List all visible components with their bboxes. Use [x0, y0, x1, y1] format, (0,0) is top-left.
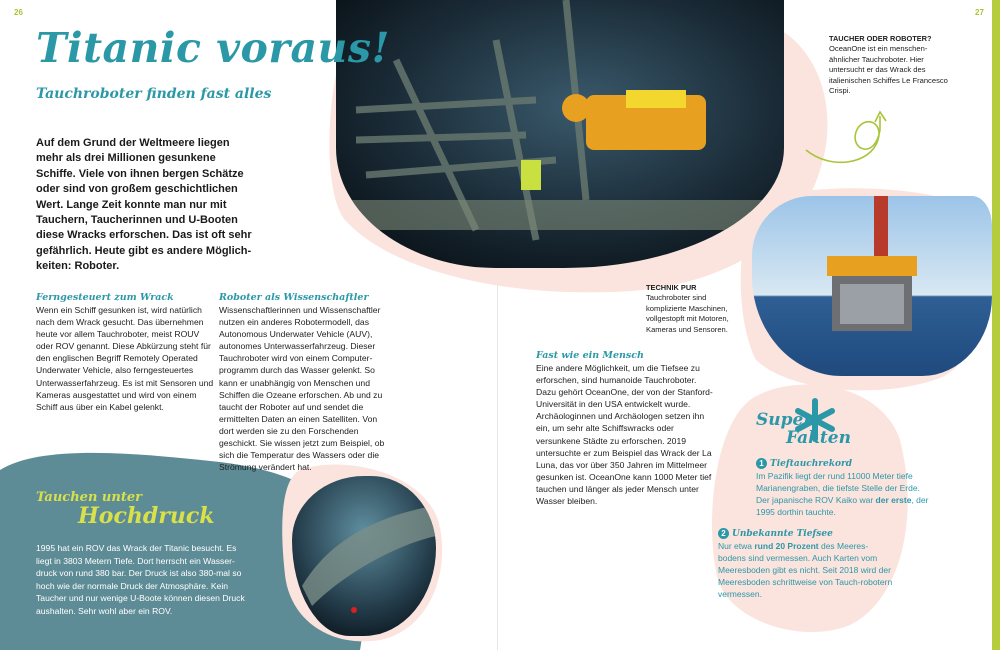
fact-heading: [718, 528, 894, 540]
oceanone-wreck-photo: [336, 0, 784, 268]
section-heading: Fast wie ein Mensch: [536, 350, 644, 361]
super-facts-line1: Super: [756, 410, 813, 430]
fact-text: , der 1995 dorthin tauchte.: [756, 495, 929, 517]
caption-text: OceanOne ist ein menschen-ähnlicher Tauchroboter. Hier untersucht er das Wrack des italienischen Schiffes Le Francesco Crispi.: [829, 44, 948, 96]
rov-crane-photo: [752, 196, 992, 376]
section-heading: Roboter als Wissenschaftler: [219, 292, 369, 303]
oceanone-photo-art: [336, 0, 784, 268]
page-edge-bar: [992, 0, 1000, 650]
fact-number-badge: 2: [718, 528, 729, 539]
rov-photo-art: [752, 196, 992, 376]
caption-technik: [646, 283, 744, 335]
section-text: Wissenschaftlerinnen und Wissenschaftler nutzen ein anderes Robotermodell, das Autonomous Underwater Vehicle (AUV), autonomes Unterwasserfahrzeug. Dieser Tauchroboter wird von einem Computer-programm durch das Wasser gelenkt. So kann er unabhängig von Menschen und Schiffen die Ozeane erforschen. Ab und zu taucht der Roboter auf und sendet die ermittelten Daten an einen Satelliten. Von dort werden sie zu den Forschenden geschickt. Sie wissen jetzt zum Beispiel, ob sich die Temperatur des Wassers oder die Strömung verändert hat.: [219, 305, 385, 473]
pressure-heading-line2: Hochdruck: [78, 503, 215, 529]
page-subtitle: Tauchroboter finden fast alles: [36, 86, 272, 102]
section-text: Wenn ein Schiff gesunken ist, wird natürlich nach dem Wrack gesucht. Das übernehmen heute vor allem Tauchroboter, meist ROUV oder ROV genannt. Diese Abkürzung steht für den englischen Begriff Remotely Operated Underwater Vehicle, also ferngesteuertes Unterwasserfahrzeug. Es ist mit Sensoren und Kameras ausgestattet und wird von einem Schiff aus über ein Kabel gelenkt.: [36, 305, 214, 412]
page-number-right: 27: [975, 8, 984, 17]
fact-text: des Meeres-bodens sind vermessen. Auch Karten vom Meeresboden gibt es nicht. Seit 2018 wird der Meeresboden schrittweise von Tauch-robotern vermessen.: [718, 541, 893, 599]
pressure-heading: [36, 490, 214, 529]
fact-text: Im Pazifik liegt der rund 11000 Meter tiefe Marianengraben, die tiefste Stelle der Erde. Der japanische ROV Kaiko war: [756, 471, 920, 505]
super-facts-line2: Fakten: [786, 428, 851, 448]
pressure-heading-line1: Tauchen unter: [36, 490, 142, 505]
fact-bold: der erste: [875, 495, 912, 505]
pressure-text: 1995 hat ein ROV das Wrack der Titanic besucht. Es liegt in 3803 Metern Tiefe. Dort herrscht ein Wasser-druck von rund 380 bar. Der Druck ist also 380-mal so hoch wie der normale Druck der Atmosphäre. Kein Taucher und nur wenige U-Boote können diesen Druck aushalten. Sehr wohl aber ein ROV.: [36, 543, 245, 616]
fact-number-badge: 1: [756, 458, 767, 469]
section-mensch: [536, 350, 716, 507]
fact-heading: [756, 458, 934, 470]
section-ferngesteuert: [36, 292, 216, 413]
fact-1: [756, 458, 934, 518]
section-text: Eine andere Möglichkeit, um die Tiefsee zu erforschen, sind humanoide Tauchroboter. Dazu gehört OceanOne, der von der Stanford-Universität in den USA entwickelt wurde. Archäologinnen und Archäologen setzen ihn ein, um sehr alte Schiffswracks oder versunkene Städte zu erforschen. 2019 untersuchte er zum Beispiel das Wrack der La Luna, das vor über 350 Jahren im Mittelmeer gesunken ist. OceanOne kann 1000 Meter tief tauchen und länger als jeder Mensch unter Wasser bleiben.: [536, 363, 713, 507]
intro-text: Auf dem Grund der Weltmeere liegen mehr als drei Millionen gesunkene Schiffe. Viele von ihnen bergen Schätze oder sind von großem geschichtlichen Wert. Lange Zeit konnte man nur mit Tauchern, Taucherinnen und U-Booten diese Wracks erforschen. Das ist oft sehr gefährlich. Heute gibt es andere Möglich-keiten: Roboter.: [36, 137, 252, 273]
fact-heading-text: Tieftauchrekord: [770, 459, 853, 469]
fact-2: [718, 528, 894, 600]
page-number-left: 26: [14, 8, 23, 17]
page-title: Titanic voraus!: [36, 24, 390, 72]
caption-text: Tauchroboter sind komplizierte Maschinen, vollgestopft mit Motoren, Kameras und Sensoren.: [646, 293, 729, 334]
section-wissenschaftler: [219, 292, 389, 473]
section-heading: Ferngesteuert zum Wrack: [36, 292, 174, 303]
fact-text: Nur etwa: [718, 541, 755, 551]
caption-diver: [829, 34, 957, 96]
caption-title: TECHNIK PUR: [646, 283, 697, 292]
caption-title: TAUCHER ODER ROBOTER?: [829, 34, 932, 43]
fact-heading-text: Unbekannte Tiefsee: [732, 529, 833, 539]
fact-bold: rund 20 Prozent: [754, 541, 819, 551]
